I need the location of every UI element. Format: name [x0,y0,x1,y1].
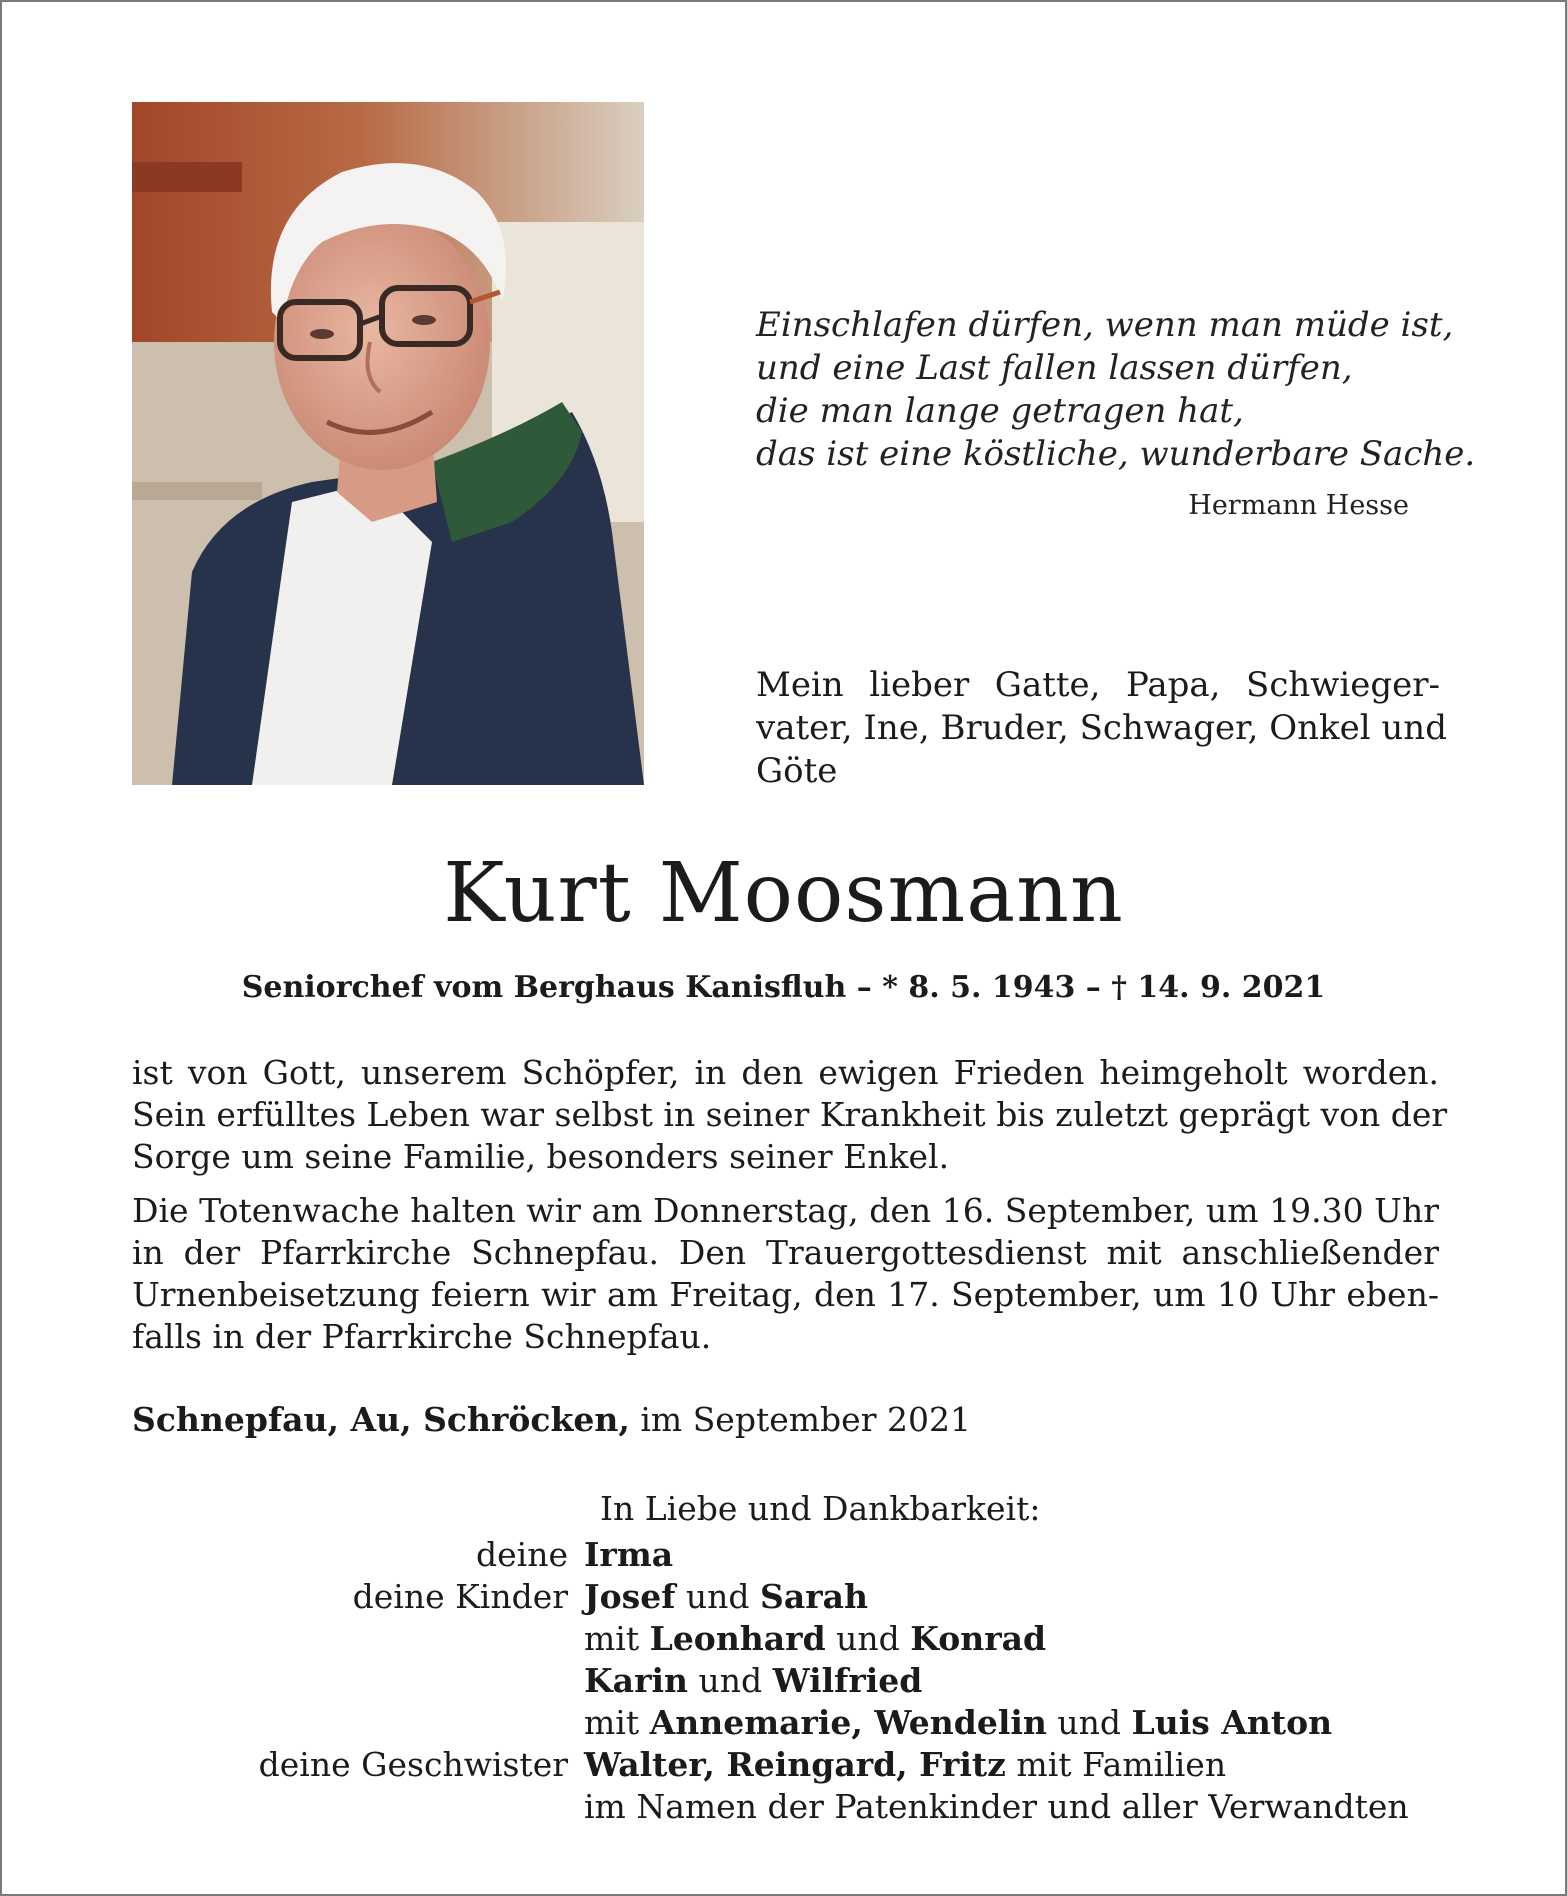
family-row [2,1744,1567,1786]
family-relation: deine [476,1535,568,1574]
family-member-name: Wilfried [772,1661,923,1700]
intro-text [756,664,1447,793]
family-connector-text: und [675,1577,761,1616]
family-row [2,1660,1567,1702]
body-line: Sein erfülltes Leben war selbst in seiner Krankheit bis zuletzt geprägt von der [132,1095,1448,1134]
quote-line: und eine Last fallen lassen dürfen, [756,348,1353,388]
quote-line: die man lange getragen hat, [756,391,1244,431]
family-names [584,1702,1332,1744]
family-member-name: Josef [584,1577,676,1616]
family-list [2,1534,1567,1828]
body-line: Sorge um seine Familie, besonders seiner Enkel. [132,1137,950,1176]
deceased-subtitle: Seniorchef vom Berghaus Kanisfluh – * 8. 5. 1943 – † 14. 9. 2021 [241,970,1326,1005]
family-row [2,1576,1567,1618]
body-line: Die Totenwache halten wir am Donnerstag, den 16. September, um 19.30 Uhr [132,1191,1439,1230]
family-names [584,1534,673,1576]
quote-line: Einschlafen dürfen, wenn man müde ist, [756,305,1454,345]
family-member-name: Konrad [910,1619,1047,1658]
intro-line: Mein lieber Gatte, Papa, Schwieger- [756,665,1440,705]
body-line: falls in der Pfarrkirche Schnepfau. [132,1317,712,1356]
place-and-date [132,1399,971,1441]
portrait-illustration [132,102,644,785]
family-names [584,1576,868,1618]
family-names [584,1660,922,1702]
family-connector-text: und [1046,1703,1132,1742]
family-connector-text: und [687,1661,773,1700]
quote-line: das ist eine köstliche, wunderbare Sache. [756,434,1476,474]
obituary-body [132,1052,1448,1358]
family-connector-text: und [825,1619,911,1658]
body-paragraph-2 [132,1190,1439,1358]
family-row [2,1618,1567,1660]
family-names [584,1786,1409,1828]
family-relation: deine Kinder [352,1577,568,1616]
family-member-name: Irma [584,1535,674,1574]
body-line: Urnenbeisetzung feiern wir am Freitag, den 17. September, um 10 Uhr eben- [132,1275,1439,1314]
place-date: im September 2021 [640,1400,971,1439]
family-connector-text: mit Familien [1005,1745,1227,1784]
family-connector-text: mit [584,1703,650,1742]
family-member-name: Sarah [760,1577,869,1616]
family-row [2,1786,1567,1828]
intro-line: Göte [756,751,838,791]
family-relation: deine Geschwister [258,1745,568,1784]
body-line: ist von Gott, unserem Schöpfer, in den ewigen Frieden heimgeholt worden. [132,1053,1439,1092]
thanks-line: In Liebe und Dankbarkeit: [600,1489,1041,1528]
family-row [2,1702,1567,1744]
place-towns: Schnepfau, Au, Schröcken, [132,1400,630,1439]
family-member-name: Karin [584,1661,688,1700]
intro-line: vater, Ine, Bruder, Schwager, Onkel und [756,708,1447,748]
family-row [2,1534,1567,1576]
family-member-name: Walter, Reingard, Fritz [584,1745,1006,1784]
family-names [584,1618,1046,1660]
family-member-name: Annemarie, Wendelin [649,1703,1047,1742]
body-paragraph-1 [132,1052,1448,1178]
deceased-name: Kurt Moosmann [443,846,1124,941]
family-connector-text: im Namen der Patenkinder und aller Verwandten [584,1787,1409,1826]
family-member-name: Luis Anton [1131,1703,1333,1742]
family-names [584,1744,1226,1786]
family-member-name: Leonhard [649,1619,826,1658]
body-line: in der Pfarrkirche Schnepfau. Den Trauergottesdienst mit anschließender [132,1233,1439,1272]
portrait-photo [132,102,644,785]
quote [756,304,1476,476]
family-connector-text: mit [584,1619,650,1658]
quote-author: Hermann Hesse [1188,490,1409,521]
